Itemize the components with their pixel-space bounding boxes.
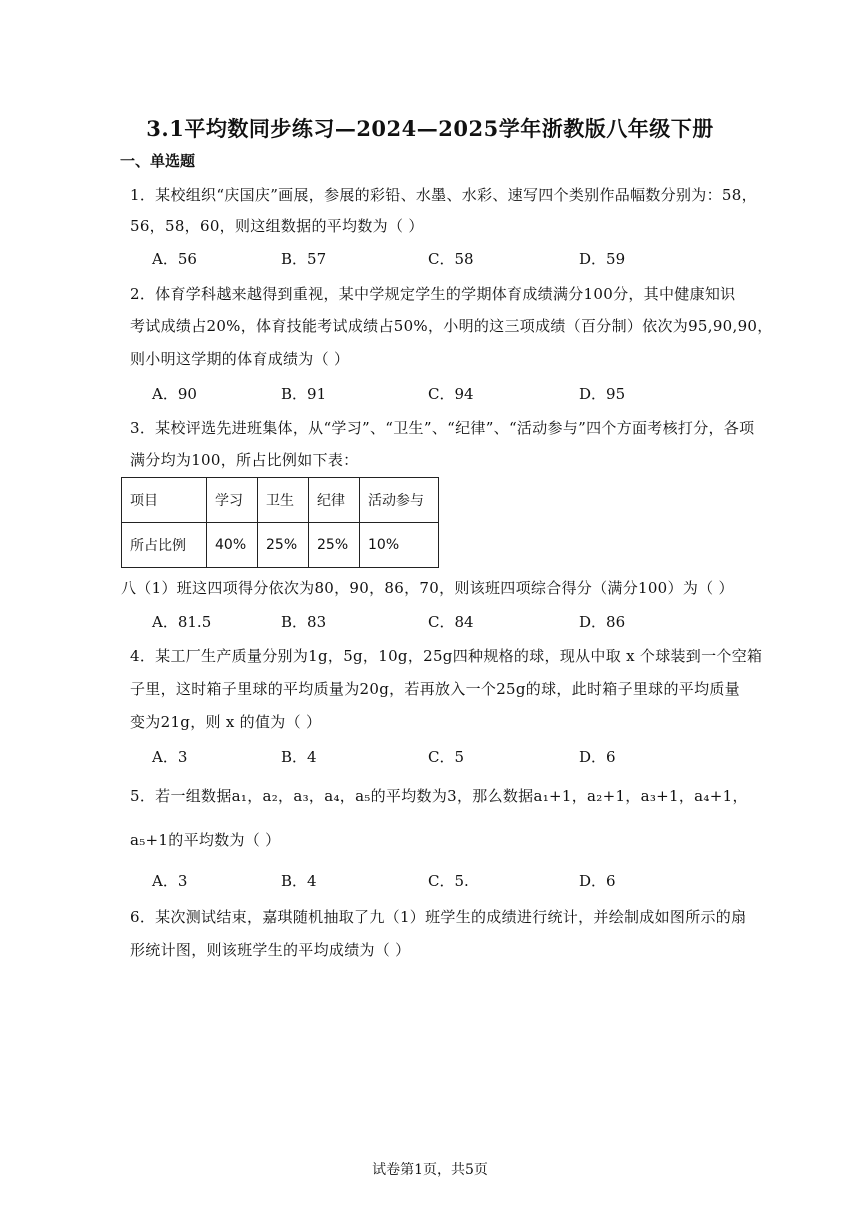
option-a: A．90: [152, 385, 197, 403]
table-cell: 卫生: [258, 478, 309, 523]
table-cell: 学习: [207, 478, 258, 523]
option-c: C．5: [428, 748, 465, 766]
question-6-line-2: 形统计图，则该班学生的平均成绩为（ ）: [130, 941, 411, 959]
question-5-line-1: 5．若一组数据a₁，a₂，a₃，a₄，a₅的平均数为3，那么数据a₁+1，a₂+1，a₃+1，a₄+1，: [130, 787, 748, 805]
option-c: C．58: [428, 250, 474, 268]
table-cell: 活动参与: [360, 478, 439, 523]
question-3-line-2: 满分均为100，所占比例如下表：: [130, 451, 359, 469]
option-d: D．95: [579, 385, 626, 403]
page-footer: 试卷第1页，共5页: [372, 1162, 488, 1178]
ratio-table: [121, 477, 439, 568]
option-b: B．83: [281, 613, 327, 631]
question-3-line-1: 3．某校评选先进班集体，从“学习”、“卫生”、“纪律”、“活动参与”四个方面考核打分，各项: [130, 419, 755, 437]
option-a: A．3: [152, 748, 188, 766]
option-a: A．56: [152, 250, 197, 268]
question-4-line-2: 子里，这时箱子里球的平均质量为20g，若再放入一个25g的球，此时箱子里球的平均质量: [130, 680, 740, 698]
question-4-line-3: 变为21g，则 x 的值为（ ）: [130, 713, 322, 731]
option-b: B．4: [281, 872, 317, 890]
table-cell: 40%: [207, 523, 258, 568]
question-2-line-1: 2．体育学科越来越得到重视，某中学规定学生的学期体育成绩满分100分，其中健康知识: [130, 285, 736, 303]
question-3-line-3: 八（1）班这四项得分依次为80，90，86，70，则该班四项综合得分（满分100）为（ ）: [121, 579, 734, 597]
question-4-line-1: 4．某工厂生产质量分别为1g，5g，10g，25g四种规格的球，现从中取 x 个球装到一个空箱: [130, 647, 763, 665]
option-a: A．3: [152, 872, 188, 890]
option-a: A．81.5: [152, 613, 212, 631]
section-heading: 一、单选题: [120, 152, 196, 170]
question-2-line-3: 则小明这学期的体育成绩为（ ）: [130, 350, 350, 368]
option-b: B．57: [281, 250, 327, 268]
option-c: C．5.: [428, 872, 469, 890]
table-header-row: [122, 478, 439, 523]
option-d: D．86: [579, 613, 626, 631]
table-cell: 项目: [122, 478, 207, 523]
question-1-line-2: 56，58，60，则这组数据的平均数为（ ）: [130, 217, 424, 235]
table-row: [122, 523, 439, 568]
option-d: D．6: [579, 872, 616, 890]
table-cell: 25%: [309, 523, 360, 568]
option-c: C．84: [428, 613, 474, 631]
question-2-line-2: 考试成绩占20%，体育技能考试成绩占50%，小明的这三项成绩（百分制）依次为95,90,90，: [130, 317, 773, 335]
table-cell: 纪律: [309, 478, 360, 523]
table-cell: 25%: [258, 523, 309, 568]
option-b: B．4: [281, 748, 317, 766]
table-cell: 10%: [360, 523, 439, 568]
page-title: 3.1平均数同步练习—2024—2025学年浙教版八年级下册: [146, 116, 714, 141]
question-1-line-1: 1．某校组织“庆国庆”画展，参展的彩铅、水墨、水彩、速写四个类别作品幅数分别为：58，: [130, 186, 757, 204]
question-5-line-2: a₅+1的平均数为（ ）: [130, 831, 281, 849]
option-b: B．91: [281, 385, 327, 403]
option-c: C．94: [428, 385, 474, 403]
question-6-line-1: 6．某次测试结束，嘉琪随机抽取了九（1）班学生的成绩进行统计，并绘制成如图所示的扇: [130, 908, 747, 926]
option-d: D．59: [579, 250, 626, 268]
option-d: D．6: [579, 748, 616, 766]
table-cell: 所占比例: [122, 523, 207, 568]
